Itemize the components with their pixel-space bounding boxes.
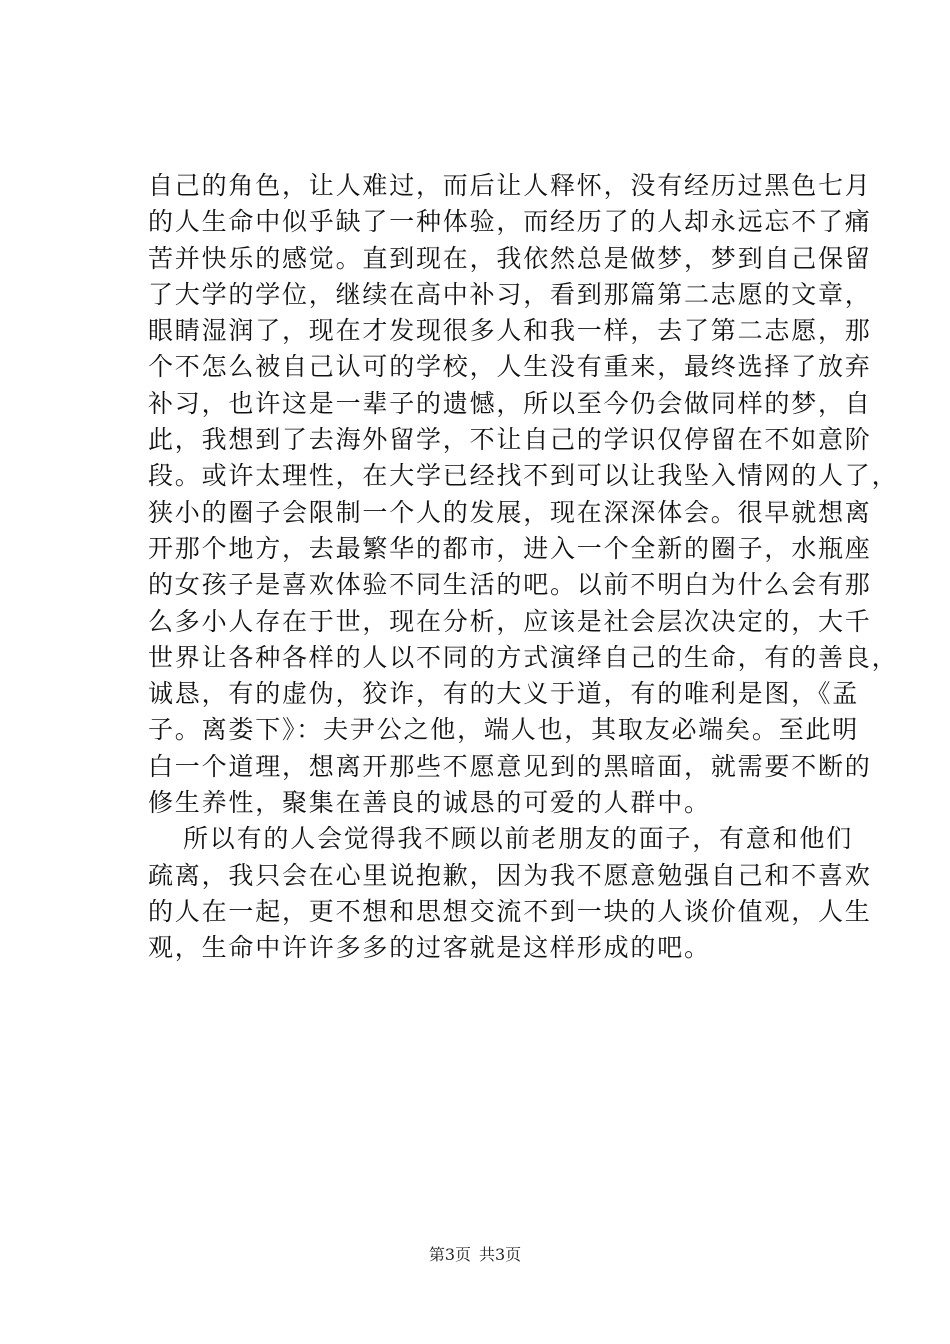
text-line: 眼睛湿润了，现在才发现很多人和我一样，去了第二志愿，那 (148, 316, 872, 346)
text-line: 疏离，我只会在心里说抱歉，因为我不愿意勉强自己和不喜欢 (148, 860, 872, 890)
text-line: 开那个地方，去最繁华的都市，进入一个全新的圈子，水瓶座 (148, 533, 872, 563)
body-text (148, 168, 899, 967)
text-line: 此，我想到了去海外留学，不让自己的学识仅停留在不如意阶 (148, 425, 872, 455)
text-line: 补习，也许这是一辈子的遗憾，所以至今仍会做同样的梦，自 (148, 388, 872, 418)
text-line: 狭小的圈子会限制一个人的发展，现在深深体会。很早就想离 (148, 497, 872, 527)
text-line: 的女孩子是喜欢体验不同生活的吧。以前不明白为什么会有那 (148, 570, 872, 600)
text-line: 段。或许太理性，在大学已经找不到可以让我坠入情网的人了， (148, 461, 899, 491)
paragraph-start-line: 所以有的人会觉得我不顾以前老朋友的面子，有意和他们 (183, 824, 854, 854)
page-number: 第3页 (428, 1245, 471, 1264)
page-footer (0, 1244, 950, 1266)
text-line: 么多小人存在于世，现在分析，应该是社会层次决定的，大千 (148, 606, 872, 636)
page-total: 共3页 (479, 1245, 522, 1264)
text-line: 个不怎么被自己认可的学校，人生没有重来，最终选择了放弃 (148, 352, 872, 382)
text-line: 诚恳，有的虚伪，狡诈，有的大义于道，有的唯利是图，《孟 (148, 679, 860, 709)
text-line: 的人生命中似乎缺了一种体验，而经历了的人却永远忘不了痛 (148, 207, 872, 237)
text-line: 白一个道理，想离开那些不愿意见到的黑暗面，就需要不断的 (148, 751, 872, 781)
text-line: 了大学的学位，继续在高中补习，看到那篇第二志愿的文章， (148, 279, 872, 309)
text-line: 自己的角色，让人难过，而后让人释怀，没有经历过黑色七月 (148, 171, 872, 200)
text-line: 的人在一起，更不想和思想交流不到一块的人谈价值观，人生 (148, 896, 872, 926)
text-line: 子。离娄下》：夫尹公之他，端人也，其取友必端矣。至此明 (148, 715, 860, 745)
text-line: 苦并快乐的感觉。直到现在，我依然总是做梦，梦到自己保留 (148, 243, 872, 273)
text-line: 修生养性，聚集在善良的诚恳的可爱的人群中。 (148, 788, 711, 818)
text-line: 世界让各种各样的人以不同的方式演绎自己的生命，有的善良， (148, 642, 899, 672)
text-line: 观，生命中许许多多的过客就是这样形成的吧。 (148, 933, 711, 963)
